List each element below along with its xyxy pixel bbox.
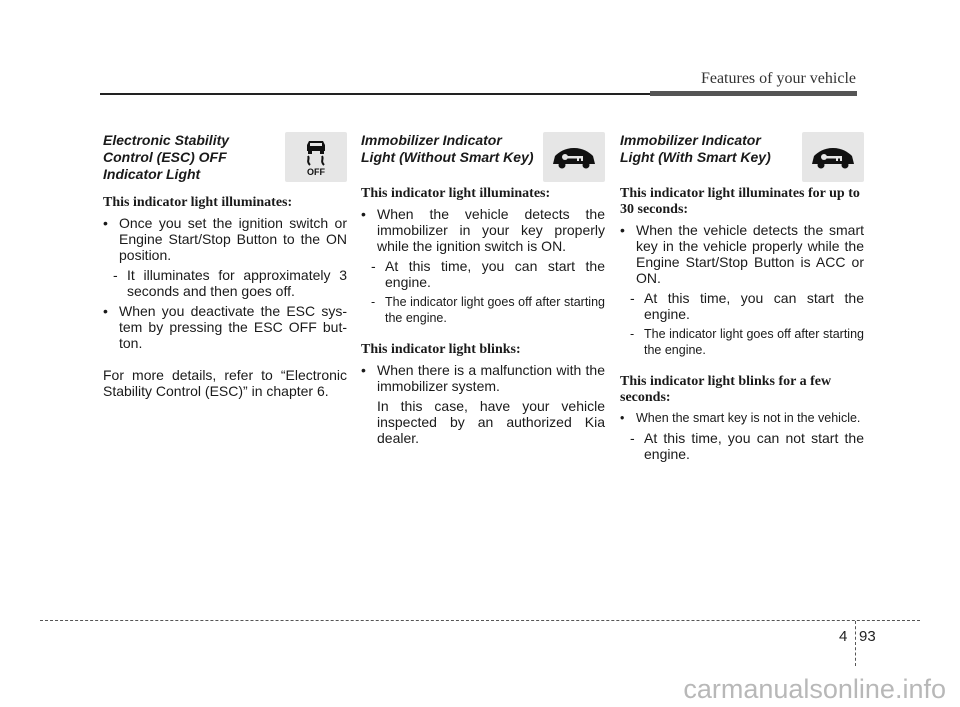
immobilizer-car-key-icon [549, 142, 599, 172]
sub-item [103, 267, 347, 299]
sub-text: At this time, you can start the engine. [385, 258, 605, 290]
footer-dashed-rule [40, 620, 920, 621]
bullet-glyph: • [361, 206, 366, 222]
bullet-glyph: • [103, 215, 108, 231]
section-immobilizer-with-smart-key [620, 132, 864, 462]
blinks-heading: This indicator light blinks for a few seconds: [620, 374, 832, 405]
bullet-glyph: • [620, 411, 625, 425]
bullet-text: When the vehicle detects the smart key in the vehicle properly while the Engine Start/Stop Button is ACC or ON. [636, 222, 864, 286]
bullet-text: Once you set the ignition switch or Engine Start/Stop Button to the ON position. [119, 215, 347, 263]
dash-glyph: - [630, 327, 635, 341]
chapter-number: 4 [839, 628, 848, 645]
footer-divider [855, 621, 856, 666]
bullet-text: When the vehicle detects the immobilizer in your key properly while the ignition switch is ON. [377, 206, 605, 254]
section-esc-off [103, 132, 347, 399]
bullet-item [620, 222, 864, 286]
more-details-text: For more details, refer to “Electronic Stability Control (ESC)” in chapter 6. [103, 367, 347, 399]
sub-text: At this time, you can not start the engine. [644, 430, 864, 462]
sub-item [620, 326, 864, 358]
bullet-text: When the smart key is not in the vehicle. [636, 411, 861, 425]
bullet-item [620, 410, 864, 426]
dash-glyph: - [371, 258, 376, 274]
bullet-text: When there is a malfunction with the immobilizer system. [377, 362, 605, 394]
blinks-heading: This indicator light blinks: [361, 342, 521, 357]
dash-glyph: - [630, 430, 635, 446]
esc-off-icon [296, 137, 336, 177]
section-immobilizer-without-smart-key [361, 132, 605, 446]
illuminates-heading: This indicator light illuminates: [361, 186, 551, 201]
sub-item [361, 258, 605, 290]
bullet-item [361, 206, 605, 254]
sub-text: The indicator light goes off after starting the engine. [385, 295, 605, 325]
immobilizer-car-key-icon [808, 142, 858, 172]
bullet-glyph: • [620, 222, 625, 238]
watermark: carmanualsonline.info [683, 674, 946, 704]
sub-text: The indicator light goes off after starting the engine. [644, 327, 864, 357]
sub-item [620, 290, 864, 322]
section-title: Immobilizer Indicator Light (With Smart Key) [620, 132, 771, 165]
sub-text: It illuminates for approximately 3 seconds and then goes off. [127, 267, 347, 299]
bullet-text: When you deactivate the ESC sys-tem by pressing the ESC OFF but-ton. [119, 303, 347, 351]
sub-text: At this time, you can start the engine. [644, 290, 864, 322]
section-title: Immobilizer Indicator Light (Without Smart Key) [361, 132, 534, 165]
bullet-item [103, 303, 347, 351]
esc-off-icon-box [285, 132, 347, 182]
illuminates-heading: This indicator light illuminates for up to 30 seconds: [620, 186, 860, 217]
dash-glyph: - [371, 295, 376, 309]
bullet-item [361, 362, 605, 394]
page-number: 93 [859, 628, 876, 645]
dash-glyph: - [630, 290, 635, 306]
dash-glyph: - [113, 267, 118, 283]
page-header-title: Features of your vehicle [700, 70, 856, 87]
immobilizer-icon-box [802, 132, 864, 182]
immobilizer-icon-box [543, 132, 605, 182]
sub-item [361, 294, 605, 326]
indented-paragraph: In this case, have your vehicle inspected by an authorized Kia dealer. [377, 398, 605, 446]
svg-text:OFF: OFF [307, 167, 325, 177]
section-title: Electronic Stability Control (ESC) OFF Indicator Light [103, 132, 230, 182]
bullet-glyph: • [103, 303, 108, 319]
header-accent-bar [650, 91, 857, 96]
sub-item [620, 430, 864, 462]
illuminates-heading: This indicator light illuminates: [103, 195, 293, 210]
bullet-item [103, 215, 347, 263]
bullet-glyph: • [361, 362, 366, 378]
